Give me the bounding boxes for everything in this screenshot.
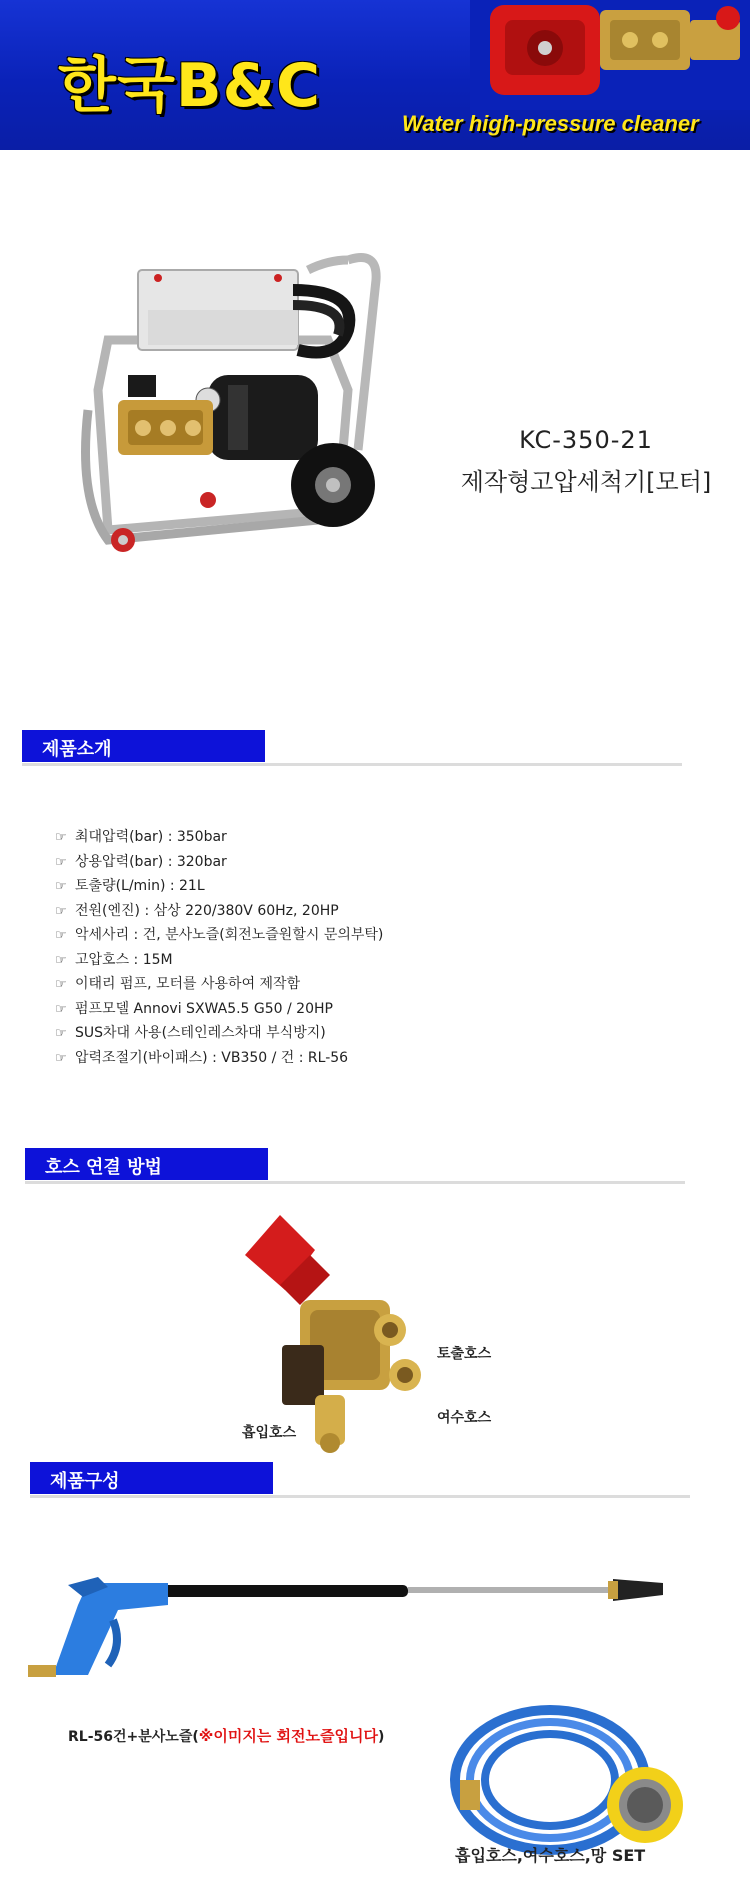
- hose-set-photo: [440, 1685, 700, 1865]
- spec-item: [55, 997, 383, 1022]
- spray-gun-photo: [28, 1565, 673, 1695]
- section-divider: [25, 1181, 685, 1184]
- spec-text: 펌프모델 Annovi SXWA5.5 G50 / 20HP: [75, 1000, 333, 1017]
- bypass-valve-photo: [240, 1215, 440, 1455]
- spec-text: 이태리 펌프, 모터를 사용하여 제작함: [75, 976, 301, 992]
- pointing-hand-icon: ☞: [55, 1001, 67, 1017]
- spec-item: [55, 1046, 383, 1071]
- pointing-hand-icon: ☞: [55, 1050, 67, 1066]
- gun-caption-text: RL-56건+분사노즐(: [68, 1729, 199, 1745]
- spec-item: [55, 850, 383, 875]
- section-title: 제품구성: [50, 1471, 120, 1492]
- spec-text: 압력조절기(바이패스) : VB350 / 건 : RL-56: [75, 1049, 349, 1066]
- pointing-hand-icon: ☞: [55, 854, 67, 870]
- product-name: 제작형고압세척기[모터]: [460, 468, 712, 496]
- gun-caption-close: ): [377, 1729, 385, 1745]
- section-title: 제품소개: [42, 739, 112, 760]
- section-bar: [30, 1462, 273, 1494]
- spec-item: [55, 972, 383, 997]
- label-discharge-hose: 토출호스: [437, 1346, 492, 1362]
- header-banner: [0, 0, 750, 150]
- spec-text: 상용압력(bar) : 320bar: [75, 853, 227, 870]
- label-suction-hose: 흡입호스: [242, 1425, 297, 1441]
- pointing-hand-icon: ☞: [55, 928, 67, 943]
- pointing-hand-icon: ☞: [55, 879, 67, 894]
- pointing-hand-icon: ☞: [55, 977, 67, 992]
- spec-list: [55, 825, 383, 1070]
- pointing-hand-icon: ☞: [55, 903, 67, 919]
- spec-text: 토출량(L/min) : 21L: [75, 878, 205, 894]
- section-bar: [22, 730, 265, 762]
- spec-text: SUS차대 사용(스테인레스차대 부식방지): [75, 1025, 326, 1041]
- pump-photo: [470, 0, 750, 110]
- pointing-hand-icon: ☞: [55, 952, 67, 968]
- product-model: KC-350-21: [519, 426, 653, 454]
- hose-set-caption: 흡입호스,여수호스,망 SET: [455, 1846, 646, 1865]
- gun-caption: [68, 1725, 384, 1746]
- spec-item: [55, 899, 383, 924]
- banner-tagline: Water high-pressure cleaner: [402, 111, 699, 136]
- nozzle-note: ※이미지는 회전노즐입니다: [198, 1727, 378, 1745]
- spec-item: [55, 1021, 383, 1046]
- spec-item: [55, 948, 383, 973]
- pointing-hand-icon: ☞: [55, 830, 67, 845]
- spec-item: [55, 825, 383, 850]
- section-divider: [22, 763, 682, 766]
- pointing-hand-icon: ☞: [55, 1026, 67, 1041]
- spec-text: 전원(엔진) : 삼상 220/380V 60Hz, 20HP: [75, 902, 339, 919]
- spec-item: [55, 923, 383, 948]
- section-bar: [25, 1148, 268, 1180]
- section-divider: [30, 1495, 690, 1498]
- pressure-washer-photo: [78, 250, 448, 650]
- brand-logo: 한국B&C: [58, 51, 322, 121]
- label-return-hose: 여수호스: [437, 1410, 492, 1426]
- spec-text: 고압호스 : 15M: [75, 951, 173, 968]
- spec-item: [55, 874, 383, 899]
- section-title: 호스 연결 방법: [45, 1157, 162, 1178]
- spec-text: 악세사리 : 건, 분사노즐(회전노즐원할시 문의부탁): [75, 927, 384, 943]
- spec-text: 최대압력(bar) : 350bar: [75, 829, 227, 845]
